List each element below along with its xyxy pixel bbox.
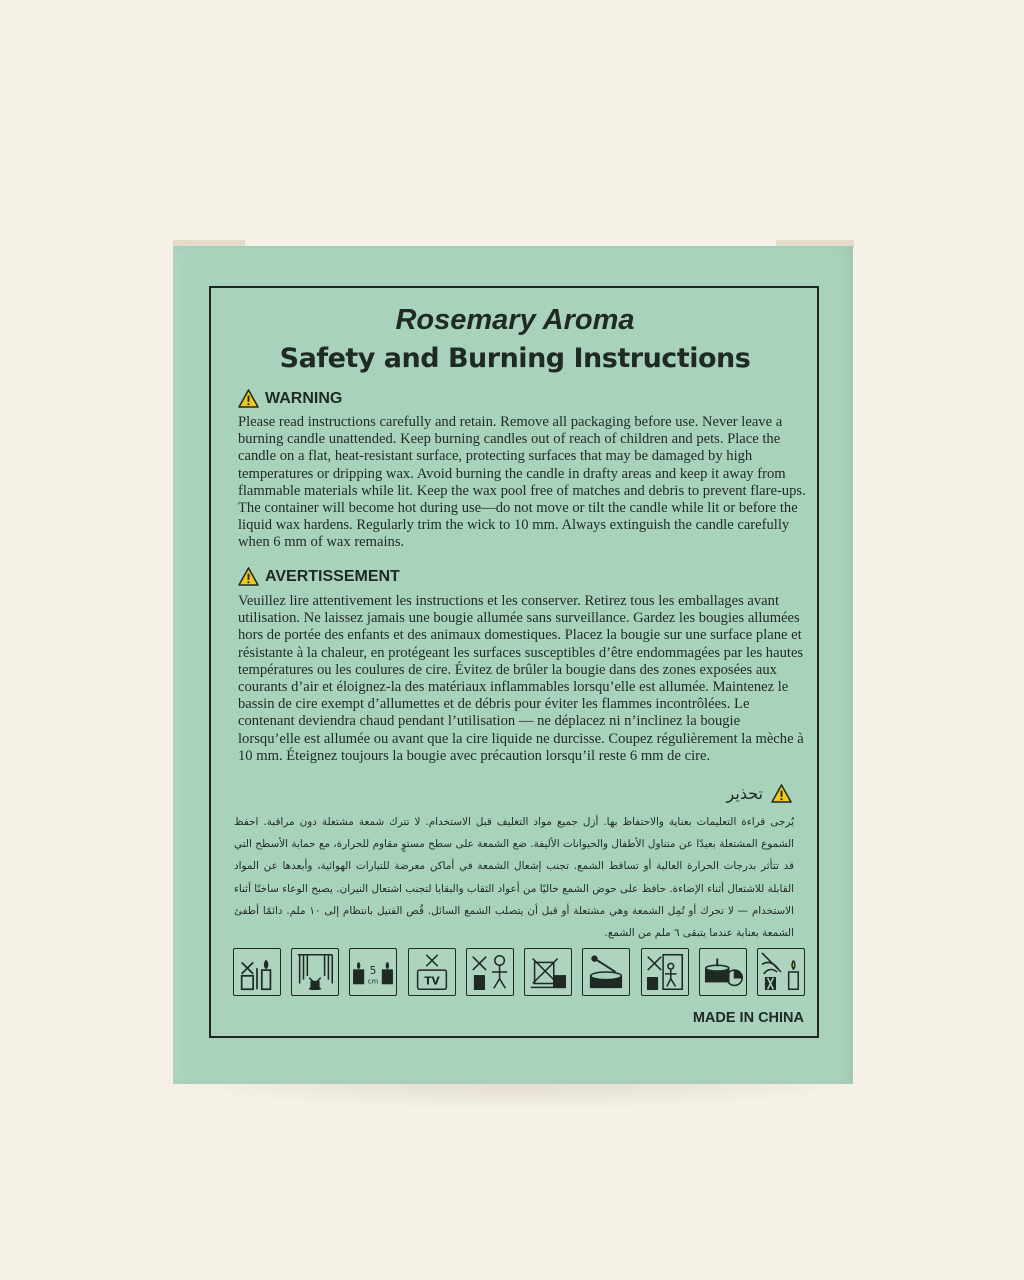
svg-text:cm: cm bbox=[368, 977, 379, 986]
svg-text:5: 5 bbox=[370, 964, 377, 977]
no-debris-in-wax-icon bbox=[582, 948, 630, 996]
extinguish-at-level-icon bbox=[699, 948, 747, 996]
instructions-title: Safety and Burning Instructions bbox=[279, 343, 751, 374]
box-shadow bbox=[160, 1080, 880, 1110]
away-from-curtains-icon bbox=[291, 948, 339, 996]
made-in-label: MADE IN CHINA bbox=[692, 1010, 804, 1026]
no-drafts-icon bbox=[641, 948, 689, 996]
warning-triangle-icon bbox=[771, 784, 792, 803]
arabic-instructions: يُرجى قراءة التعليمات بعناية والاحتفاظ بها. أزل جميع مواد التغليف قبل الاستخدام. لا تترك شمعة مشتعلة دون مراقبة. احفظ الشموع المشتعلة بعيدًا عن متناول الأطفال والحيوانات الأليفة. ضع الشمعة على سطح مستوٍ مقاوم للحرارة، مع حماية الأسطح التي قد تتأثر بدرجات الحرارة العالية أو تساقط الشمع. تجنب إشعال الشمعة في أماكن معرضة للتيارات الهوائية، وأبعدها عن المواد القابلة للاشتعال أثناء الإضاءة. حافظ على حوض الشمع خاليًا من أعواد الثقاب والبقايا لتجنب اشتعال النيران. يصبح الوعاء ساخنًا أثناء الاستخدام — لا تحرك أو تُمِل الشمعة وهي مشتعلة أو قبل أن يتصلب الشمع السائل. قُص الفتيل بانتظام إلى ١٠ ملم. دائمًا أطفئ الشمعة بعناية عندما يتبقى ٦ ملم من الشمع. bbox=[234, 816, 794, 940]
warning-heading bbox=[238, 389, 342, 408]
warning-triangle-icon bbox=[238, 567, 259, 586]
avertissement-heading bbox=[238, 567, 400, 586]
safety-icons-row bbox=[233, 948, 805, 1000]
avertissement-heading-label: AVERTISSEMENT bbox=[265, 567, 400, 585]
french-instructions: Veuillez lire attentivement les instructions et les conserver. Retirez tous les emballages avant utilisation. Ne laissez jamais une bougie allumée sans surveillance. Gardez les bougies allumées hors de portée des enfants et des animaux domestiques. Placez la bougie sur une surface plane et résistante à la chaleur, en protégeant les surfaces susceptibles d’être endommagées par les hautes températures ou les coulures de cire. Évitez de brûler la bougie dans des zones exposées aux courants d’air et éloignez-la des matériaux inflammables lorsqu’elle est allumée. Maintenez le bassin de cire exempt d’allumettes et de débris pour éviter les flammes incontrôlées. Le contenant deviendra chaud pendant l’utilisation — ne déplacez ni n’inclinez la bougie lorsqu’elle est allumée ou avant que la cire liquide ne durcisse. Coupez régulièrement la mèche à 10 mm. Éteignez toujours la bougie avec précaution lorsqu’il reste 6 mm de cire. bbox=[238, 593, 804, 764]
warning-triangle-icon bbox=[238, 389, 259, 408]
keep-from-children-icon bbox=[466, 948, 514, 996]
arabic-warning-heading bbox=[630, 784, 792, 803]
not-near-tv-icon bbox=[408, 948, 456, 996]
product-name: Rosemary Aroma bbox=[395, 304, 635, 336]
warning-heading-label: WARNING bbox=[265, 389, 343, 407]
no-unattended-candle-icon bbox=[233, 948, 281, 996]
arabic-warning-heading-label: تحذير bbox=[726, 784, 763, 803]
english-instructions: Please read instructions carefully and retain. Remove all packaging before use. Never leave a burning candle unattended. Keep burning candles out of reach of children and pets. Place the candle on a flat, heat-resistant surface, protecting surfaces that may be damaged by high temperatures or dripping wax. Avoid burning the candle in drafty areas and keep it away from flammable materials while lit. Keep the wax pool free of matches and debris to prevent flare-ups. The container will become hot during use—do not move or tilt the candle while lit or before the liquid wax hardens. Regularly trim the wick to 10 mm. Always extinguish the candle carefully when 6 mm of wax remains. bbox=[238, 414, 806, 551]
not-near-heat-source-icon bbox=[524, 948, 572, 996]
keep-5cm-apart-icon bbox=[349, 948, 397, 996]
do-not-touch-hot-icon bbox=[757, 948, 805, 996]
svg-text:TV: TV bbox=[423, 975, 440, 988]
